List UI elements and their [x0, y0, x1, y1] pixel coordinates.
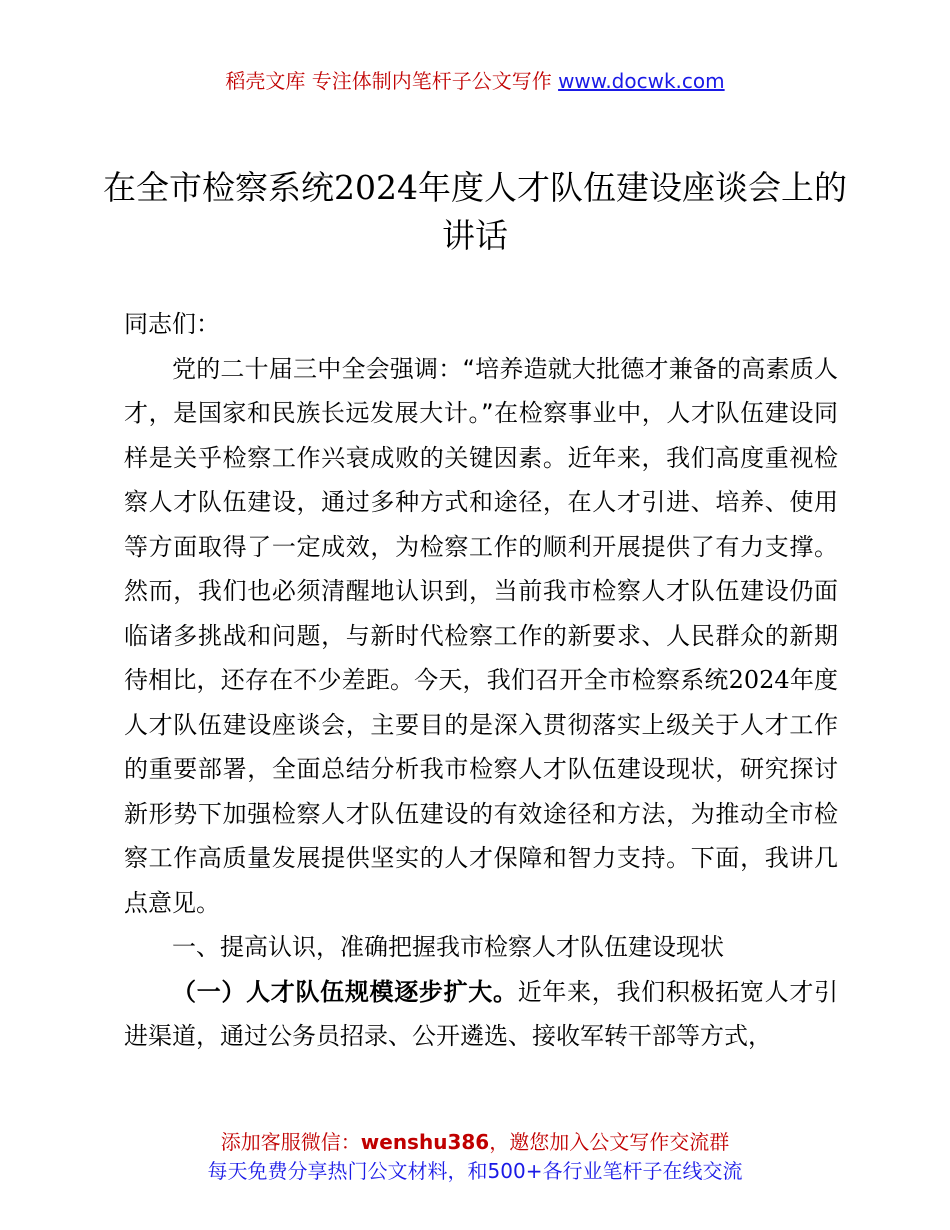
subsection-1-lead: （一）人才队伍规模逐步扩大。 — [172, 977, 518, 1006]
paragraph-intro — [124, 347, 838, 926]
subsection-1-text: 近年来，我们积极拓宽人才引进渠道，通过公务员招录、公开遴选、接收军转干部等方式， — [124, 977, 839, 1050]
header-slogan: 稻壳文库 专注体制内笔杆子公文写作 — [225, 69, 559, 93]
paragraph-intro-year: 2024 — [728, 666, 790, 694]
footer-line-2: 每天免费分享热门公文材料，和500+各行业笔杆子在线交流 — [207, 1159, 743, 1183]
document-title: 在全市检察系统2024年度人才队伍建设座谈会上的讲话 — [103, 168, 847, 255]
footer-line-1 — [0, 1128, 950, 1157]
header-banner — [0, 66, 950, 96]
paragraph-intro-part-b: 年度人才队伍建设座谈会，主要目的是深入贯彻落实上级关于人才工作的重要部署，全面总结分析我市检察人才队伍建设现状，研究探讨新形势下加强检察人才队伍建设的有效途径和方法，为推动全市检察工作高质量发展提供坚实的人才保障和智力支持。下面，我讲几点意见。 — [124, 666, 839, 917]
footer-wechat-id: wenshu386 — [360, 1130, 490, 1154]
subsection-1 — [124, 970, 838, 1059]
footer-wechat-prefix: 添加客服微信： — [220, 1130, 361, 1154]
document-body — [124, 302, 838, 1059]
site-link[interactable]: www.docwk.com — [558, 69, 725, 93]
paragraph-intro-part-a: 党的二十届三中全会强调：“培养造就大批德才兼备的高素质人才，是国家和民族长远发展大计。”在检察事业中，人才队伍建设同样是关乎检察工作兴衰成败的关键因素。近年来，我们高度重视检察人才队伍建设，通过多种方式和途径，在人才引进、培养、使用等方面取得了一定成效，为检察工作的顺利开展提供了有力支撑。然而，我们也必须清醒地认识到，当前我市检察人才队伍建设仍面临诸多挑战和问题，与新时代检察工作的新要求、人民群众的新期待相比，还存在不少差距。今天，我们召开全市检察系统 — [124, 354, 838, 694]
footer-banner — [0, 1128, 950, 1186]
salutation: 同志们： — [124, 310, 220, 338]
footer-wechat-suffix: ，邀您加入公文写作交流群 — [489, 1130, 730, 1154]
section-heading-1: 一、提高认识，准确把握我市检察人才队伍建设现状 — [172, 933, 724, 961]
